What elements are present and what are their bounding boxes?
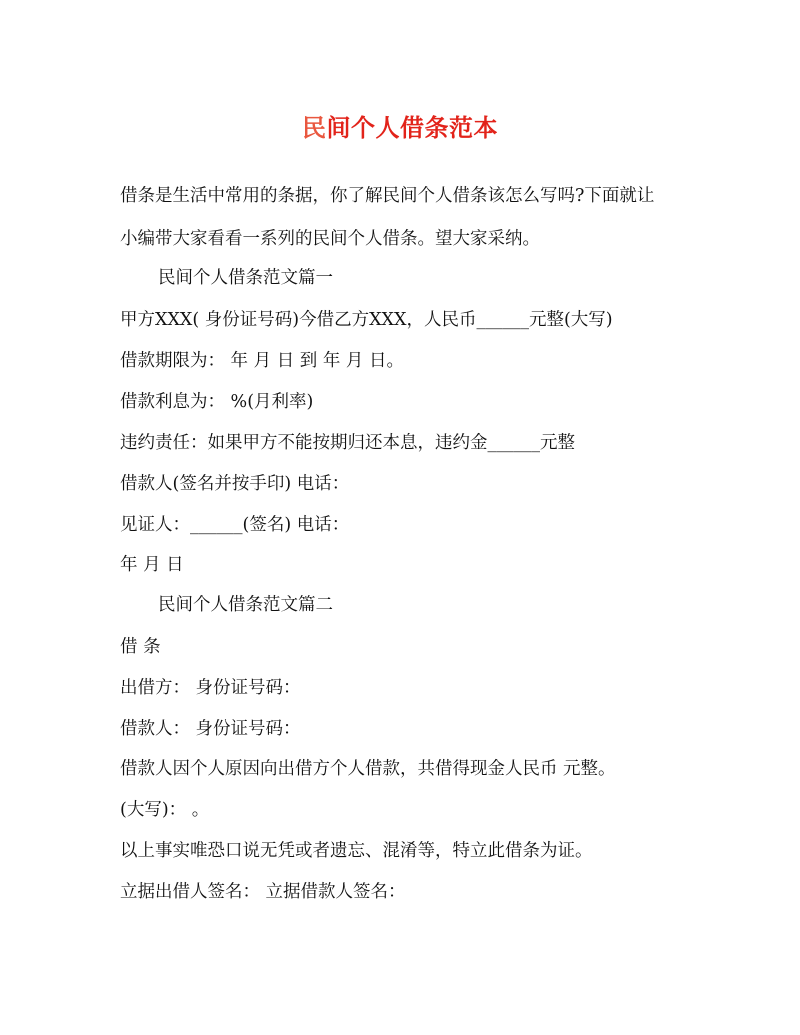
witness-line: 见证人：______(签名) 电话： <box>120 515 350 535</box>
title-first-char: 民 <box>302 113 327 142</box>
capital-amount-line: (大写)： 。 <box>120 800 210 820</box>
document-title <box>0 108 800 143</box>
loan-body-line: 借款人因个人原因向出借方个人借款，共借得现金人民币 元整。 <box>120 759 616 779</box>
signatures-line: 立据出借人签名： 立据借款人签名： <box>120 882 406 902</box>
term-line: 借款期限为： 年 月 日 到 年 月 日。 <box>120 351 404 371</box>
lender-line: 出借方： 身份证号码： <box>120 678 301 698</box>
section-heading-2: 民间个人借条范文篇二 <box>158 595 333 615</box>
iou-heading: 借 条 <box>120 637 161 657</box>
borrower-sign-line: 借款人(签名并按手印) 电话： <box>120 474 350 494</box>
section-heading-1: 民间个人借条范文篇一 <box>158 268 333 288</box>
intro-line-2: 小编带大家看看一系列的民间个人借条。望大家采纳。 <box>120 229 540 249</box>
interest-line: 借款利息为： %(月利率) <box>120 392 314 412</box>
date-line: 年 月 日 <box>120 555 184 575</box>
title-rest: 间个人借条范本 <box>326 113 498 142</box>
liability-line: 违约责任：如果甲方不能按期归还本息，违约金______元整 <box>120 433 575 453</box>
borrower-line: 借款人： 身份证号码： <box>120 719 301 739</box>
proof-statement-line: 以上事实唯恐口说无凭或者遗忘、混淆等，特立此借条为证。 <box>120 841 593 861</box>
party-line: 甲方XXX( 身份证号码)今借乙方XXX，人民币______元整(大写) <box>120 310 613 330</box>
intro-line-1: 借条是生活中常用的条据，你了解民间个人借条该怎么写吗?下面就让 <box>120 186 655 206</box>
